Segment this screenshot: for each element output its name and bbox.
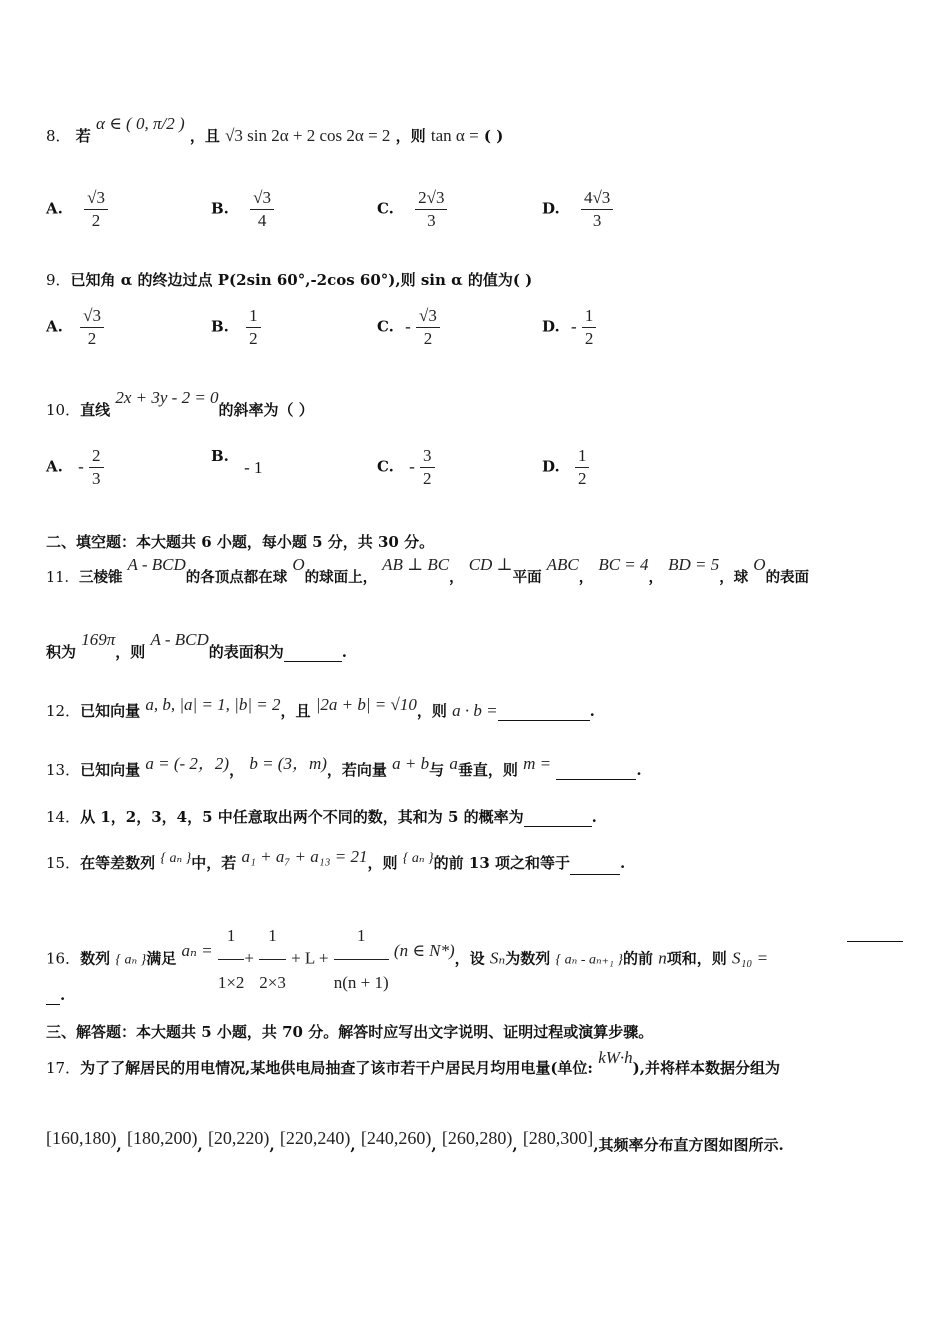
q8-option-b[interactable] [211,188,274,231]
question-number: 8． [46,127,71,145]
option-sign: - [570,316,577,336]
q16-text: 满足 [146,949,177,968]
q15-math: { aₙ } [402,851,434,866]
q17-group: [280,300] [522,1128,594,1148]
q12-text: 已知向量 [80,702,141,720]
numerator: 4√3 [581,188,613,210]
q11-text: . [341,643,348,661]
question-10 [46,388,910,420]
q14-text: . [591,808,597,826]
q11-text: ，球 [719,569,749,586]
q11-text: 的表面积为 [208,643,284,661]
q16-math: S₁₀ = [732,948,769,968]
q12-math: |2a + b| = √10 [315,695,417,714]
q8-condition-2: √3 sin 2α + 2 cos 2α = 2 [225,126,391,145]
answer-blank[interactable] [524,811,592,827]
q13-math: a = (- 2，2) [145,754,230,773]
denominator: 4 [257,211,267,230]
numerator: 3 [420,446,435,468]
answer-blank[interactable] [570,859,620,875]
question-11-cont [46,630,910,662]
q9-option-d[interactable] [542,306,596,349]
question-17-cont [46,1128,910,1154]
q13-math: a + b [392,754,430,773]
q13-math: a [449,754,458,773]
q10-option-b[interactable] [211,446,263,477]
q17-group: [220,240) [279,1128,351,1148]
q17-text: ),并将样本数据分组为 [632,1059,780,1077]
option-label: B. [211,317,229,336]
q11-math: BD = 5 [668,555,720,574]
q8-condition-1: α ∈ ( 0, π/2 ) [96,114,185,133]
denominator: 1×2 [217,973,245,992]
q11-math: O [753,555,766,574]
denominator: 2×3 [259,973,286,992]
numerator: 1 [334,914,389,960]
q13-text: . [636,761,642,779]
q13-text: 已知向量 [80,761,141,779]
q17-sep: , [269,1136,275,1154]
q15-text: 中，若 [191,854,237,872]
q15-math: { aₙ } [160,851,192,866]
denominator: 2 [577,469,587,488]
question-number: 17． [46,1059,81,1077]
q9-option-b[interactable] [211,306,261,349]
numerator: 1 [246,306,261,328]
q11-text: 平面 [512,569,542,586]
q10-pre: 直线 [80,401,111,419]
q11-text: 的各顶点都在球 [185,569,288,586]
question-number: 13． [46,761,81,779]
q11-text: 三棱锥 [78,569,123,586]
numerator: √3 [80,306,104,328]
q11-text: ， [578,569,594,586]
option-fraction [420,446,435,489]
answer-blank[interactable] [284,646,342,662]
q8-mid: ，且 [189,127,220,145]
q16-math: { aₙ } [115,952,147,968]
numerator: √3 [84,188,108,210]
question-9 [46,270,910,290]
q17-group: [180,200) [126,1128,198,1148]
q17-text: ,其频率分布直方图如图所示. [593,1136,784,1154]
option-label: B. [211,447,229,465]
question-number: 14． [46,808,81,826]
q11-text: 的球面上， [304,569,378,586]
answer-blank[interactable] [46,989,60,1005]
option-sign: - [405,316,411,336]
q14-text: 从 1，2，3，4，5 中任意取出两个不同的数，其和为 5 的概率为 [80,808,524,826]
option-fraction [581,188,613,231]
q8-pre: 若 [75,127,91,145]
q12-text: ，且 [280,702,311,720]
denominator: 2 [423,469,432,488]
q17-sep: , [431,1136,437,1154]
option-label: D. [542,317,560,336]
q15-math: a₁ + a₇ + a₁₃ = 21 [241,847,368,866]
q11-text: 积为 [46,643,77,661]
q10-option-a[interactable] [46,446,104,489]
q13-math: m = [523,754,552,773]
denominator: 3 [427,211,436,230]
q16-math: { aₙ - aₙ₊₁ } [555,952,624,968]
q16-math: n [658,948,667,968]
answer-blank-cont[interactable] [847,926,903,942]
option-fraction [575,446,590,489]
q17-group: [240,260) [360,1128,432,1148]
q15-text: 在等差数列 [80,854,156,872]
numerator: 1 [575,446,590,468]
denominator: 3 [92,469,101,488]
q13-text: 与 [429,761,445,779]
q11-math: A - BCD [127,555,186,574]
q10-option-c[interactable] [377,446,435,489]
option-label: B. [211,199,229,218]
option-label: A. [46,317,63,336]
q9-text: 已知角 α 的终边过点 P(2sin 60°,-2cos 60°),则 sin α 的值为( ) [70,271,533,289]
denominator: 2 [91,211,101,230]
option-fraction [250,188,274,231]
q10-post: 的斜率为（ ） [218,401,314,419]
question-11 [46,555,910,588]
q12-math: a, b, |a| = 1, |b| = 2 [145,695,281,714]
q17-sep: , [116,1136,122,1154]
q13-math: b = (3，m) [249,754,327,773]
q16-text: 数列 [80,949,111,968]
q11-math: CD ⊥ [468,555,513,574]
q16-math: Sₙ [489,948,506,968]
q12-math: a · b = [452,701,498,720]
q15-text: ，则 [367,854,398,872]
option-label: C. [377,317,394,336]
q16-math: aₙ = [181,940,213,960]
option-label: C. [377,457,394,476]
q8-option-c[interactable] [377,188,447,231]
q13-text: ，若向量 [326,761,387,779]
answer-blank[interactable] [556,764,636,780]
q8-target: tan α = [430,126,479,145]
q12-text: ，则 [416,702,447,720]
q16-math: (n ∈ N*) [393,940,455,960]
question-number: 15． [46,854,81,872]
denominator: 2 [87,329,97,348]
q13-text: 垂直，则 [457,761,518,779]
option-label: D. [542,457,560,476]
q11-text: ，则 [115,643,146,661]
option-fraction [582,306,597,349]
denominator: 2 [249,329,258,348]
denominator: n(n + 1) [333,973,389,992]
option-sign: - [78,456,84,476]
q17-unit: kW·h [598,1048,633,1067]
question-12 [46,695,910,721]
q16-text: 的前 [623,949,654,968]
q11-text: ， [648,569,664,586]
section-heading-fill-in: 二、填空题：本大题共 6 小题，每小题 5 分，共 30 分。 [46,533,435,551]
question-15 [46,847,910,875]
denominator: 2 [584,329,594,348]
option-sign: - [409,456,415,476]
q16-math: + L + [291,948,329,968]
q12-text: . [589,702,595,720]
question-number: 12． [46,702,81,720]
denominator: 2 [423,329,433,348]
numerator: 1 [218,914,245,960]
q15-text: 的前 13 项之和等于 [433,854,570,872]
option-fraction [246,306,261,349]
q11-math: 169π [81,630,116,649]
q15-text: . [619,854,626,872]
q16-text: ，设 [454,949,485,968]
question-number: 11． [46,570,79,586]
numerator: 1 [582,306,597,328]
q16-text: 为数列 [505,949,551,968]
question-14 [46,807,910,827]
section-heading-solutions: 三、解答题：本大题共 5 小题，共 70 分。解答时应写出文字说明、证明过程或演算步骤。 [46,1023,654,1041]
option-label: A. [46,199,63,218]
q17-text: 为了了解居民的用电情况,某地供电局抽查了该市若干户居民月均用电量(单位: [80,1059,593,1077]
q10-option-d[interactable] [542,446,589,489]
q9-option-a[interactable] [46,306,104,349]
q11-text: 的表面 [765,569,810,586]
q8-option-d[interactable] [542,188,613,231]
question-17 [46,1048,910,1078]
q16-text: . [60,986,66,1004]
numerator: 2√3 [415,188,447,210]
q11-math: O [292,555,305,574]
option-fraction [80,306,104,349]
q11-math: A - BCD [150,630,209,649]
option-label: A. [46,457,63,476]
question-number: 10． [46,401,81,419]
q17-sep: , [197,1136,203,1154]
q17-group: [20,220) [207,1128,270,1148]
option-fraction [415,188,447,231]
question-16-cont [46,985,910,1005]
q17-group: [260,280) [441,1128,513,1148]
q11-math: ABC [546,555,579,574]
q17-group: [160,180) [46,1128,117,1148]
q13-text: ， [229,761,245,779]
q10-equation: 2x + 3y - 2 = 0 [115,388,219,407]
q17-sep: , [512,1136,518,1154]
option-label: D. [542,199,560,218]
option-label: C. [377,199,394,218]
numerator: 2 [89,446,104,468]
numerator: √3 [250,188,274,210]
option-fraction [84,188,108,231]
q16-text: 项和，则 [666,949,727,968]
question-13 [46,754,910,780]
question-number: 9． [46,271,71,289]
numerator: 1 [259,914,286,960]
numerator: √3 [416,306,440,328]
q17-sep: , [350,1136,356,1154]
q8-paren: ( ) [483,127,504,145]
q8-option-a[interactable] [46,188,108,231]
question-8 [46,114,910,146]
option-fraction [416,306,440,349]
answer-blank[interactable] [498,705,590,721]
q11-math: BC = 4 [598,555,649,574]
q9-option-c[interactable] [377,306,440,349]
q11-math: AB ⊥ BC [382,555,450,574]
q8-post: ，则 [395,127,426,145]
question-number: 16． [46,949,81,968]
option-fraction [89,446,104,489]
denominator: 3 [592,211,602,230]
option-value: - 1 [244,458,263,477]
question-16: 16．数列 { aₙ }满足 aₙ = $\frac{1}{1\times 2}$ + $\frac{1}{2\times 3}$ + L + $\frac{1}{n(n + 1)}$ (n ∈ N*)，设 Sₙ为数列 { aₙ - aₙ₊₁ }的前 n项和，则 S₁₀ = [46,914,910,1005]
q11-text: ， [449,569,464,586]
